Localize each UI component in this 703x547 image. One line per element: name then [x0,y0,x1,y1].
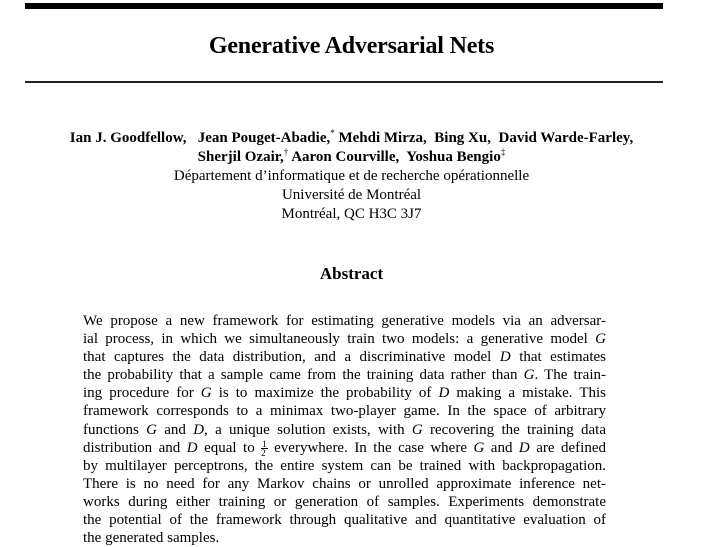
affiliation-address: Montréal, QC H3C 3J7 [281,206,422,222]
footnote-mark: † [283,147,289,157]
abstract-line: the potential of the framework through qualitative and quantitative evaluation of [83,512,606,529]
affiliation-department: Département d’informatique et de recherche opérationnelle [173,168,530,184]
authors-line-2 [0,148,703,167]
top-rule [25,3,663,9]
footnote-mark: ‡ [500,147,506,157]
abstract-line: functions G and D, a unique solution exists, with G recovering the training data [83,421,606,438]
abstract-heading: Abstract [319,264,384,283]
affiliation-university: Université de Montréal [281,187,422,203]
authors-line-1 [0,129,703,148]
abstract-line: the generated samples. [83,530,220,547]
abstract-line: ial process, in which we simultaneously train two models: a generative model G [83,331,606,348]
title-bottom-rule [25,81,663,83]
abstract-line: There is no need for any Markov chains or unrolled approximate inference net- [83,475,606,492]
abstract-line: by multilayer perceptrons, the entire system can be trained with backpropagation. [83,457,606,474]
paper-title: Generative Adversarial Nets [208,33,495,59]
authors-part: Aaron Courville, Yoshua Bengio [288,149,501,165]
author-block [0,129,703,224]
abstract-line: the probability that a sample came from the training data rather than G. The train- [83,367,606,384]
fraction-one-half: $\frac{1}{2}$ [261,438,267,458]
authors-part: Mehdi Mirza, Bing Xu, David Warde-Farley, [334,130,634,146]
authors-part: Sherjil Ozair, [197,149,284,165]
abstract-line: distribution and D equal to $\frac{1}{2}$ everywhere. In the case where G and D are defined [83,438,606,458]
authors-part: Ian J. Goodfellow, Jean Pouget-Abadie, [69,130,331,146]
abstract-body [83,312,606,547]
abstract-line: We propose a new framework for estimating generative models via an adversar- [83,313,606,329]
abstract-line: framework corresponds to a minimax two-player game. In the space of arbitrary [83,403,606,420]
abstract-line: that captures the data distribution, and a discriminative model D that estimates [83,349,607,366]
footnote-mark: * [330,128,335,138]
abstract-line: works during either training or generation of samples. Experiments demonstrate [83,493,606,510]
abstract-line: ing procedure for G is to maximize the probability of D making a mistake. This [83,385,606,402]
